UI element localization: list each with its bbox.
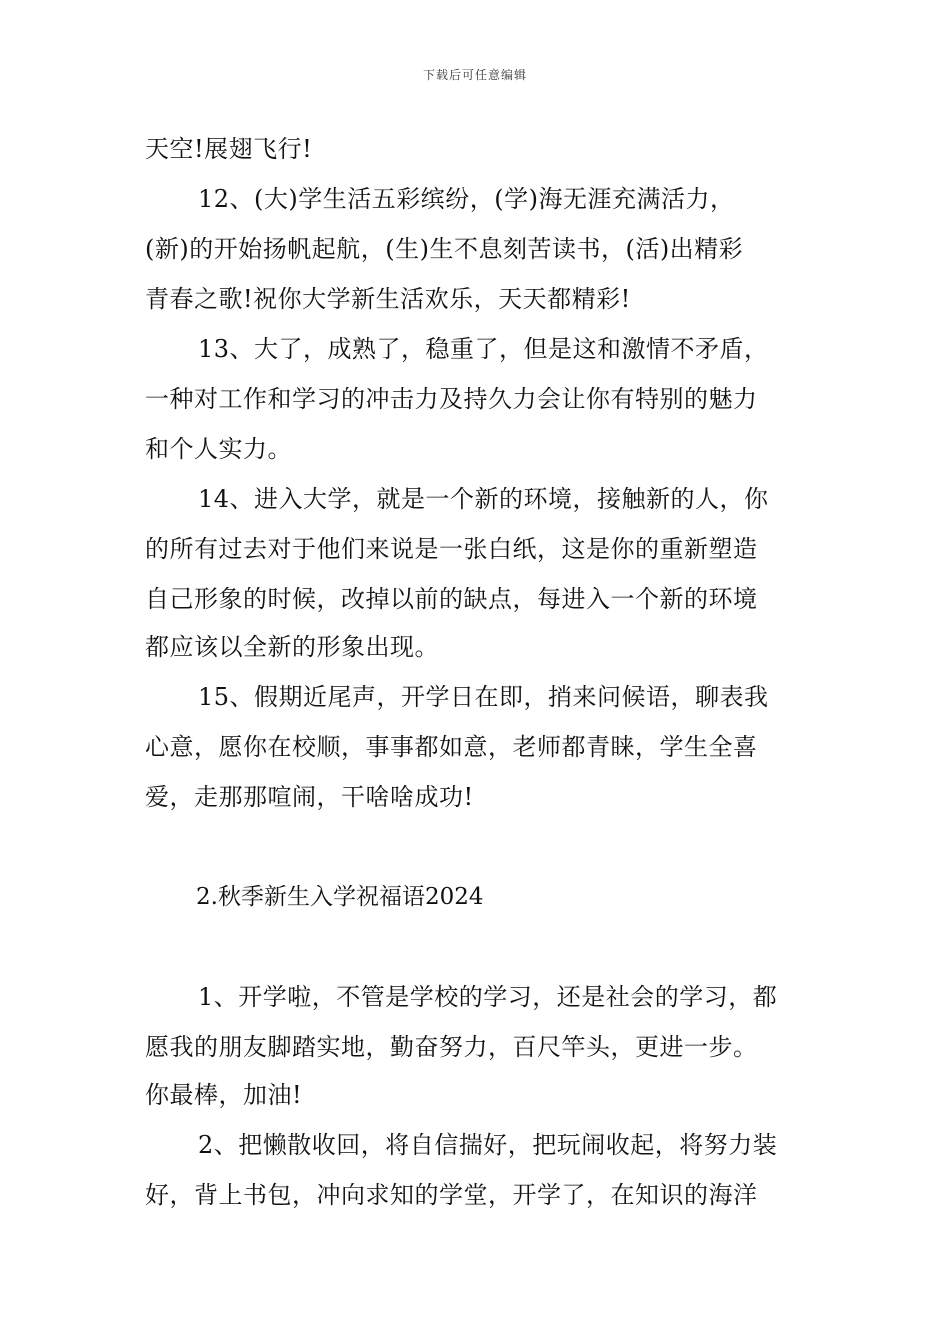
text-line: 12、(大)学生活五彩缤纷，(学)海无涯充满活力， xyxy=(198,185,735,213)
text-line: 青春之歌!祝你大学新生活欢乐，天天都精彩! xyxy=(145,285,631,313)
text-line: 2、把懒散收回，将自信揣好，把玩闹收起，将努力装 xyxy=(198,1131,778,1159)
text-line: 自己形象的时候，改掉以前的缺点，每进入一个新的环境 xyxy=(145,585,758,613)
text-line: 都应该以全新的形象出现。 xyxy=(145,633,439,661)
text-line: 愿我的朋友脚踏实地，勤奋努力，百尺竿头，更进一步。 xyxy=(145,1033,758,1061)
text-line: 14、进入大学，就是一个新的环境，接触新的人，你 xyxy=(198,485,769,513)
text-line: 好，背上书包，冲向求知的学堂，开学了，在知识的海洋 xyxy=(145,1181,758,1209)
text-line: (新)的开始扬帆起航，(生)生不息刻苦读书，(活)出精彩 xyxy=(145,235,744,263)
section-heading: 2.秋季新生入学祝福语2024 xyxy=(196,884,484,910)
text-line: 13、大了，成熟了，稳重了，但是这和激情不矛盾， xyxy=(198,335,769,363)
text-line: 的所有过去对于他们来说是一张白纸，这是你的重新塑造 xyxy=(145,535,758,563)
page-header-note: 下载后可任意编辑 xyxy=(422,68,527,82)
text-line: 15、假期近尾声，开学日在即，捎来问候语，聊表我 xyxy=(198,683,769,711)
text-line: 一种对工作和学习的冲击力及持久力会让你有特别的魅力 xyxy=(145,385,758,413)
text-line: 爱，走那那喧闹，干啥啥成功! xyxy=(145,783,474,811)
text-line: 和个人实力。 xyxy=(145,435,292,463)
text-line: 1、开学啦，不管是学校的学习，还是社会的学习，都 xyxy=(198,983,778,1011)
text-line: 心意，愿你在校顺，事事都如意，老师都青睐，学生全喜 xyxy=(145,733,758,761)
text-line: 天空!展翅飞行! xyxy=(145,135,313,163)
text-line: 你最棒，加油! xyxy=(145,1081,303,1109)
